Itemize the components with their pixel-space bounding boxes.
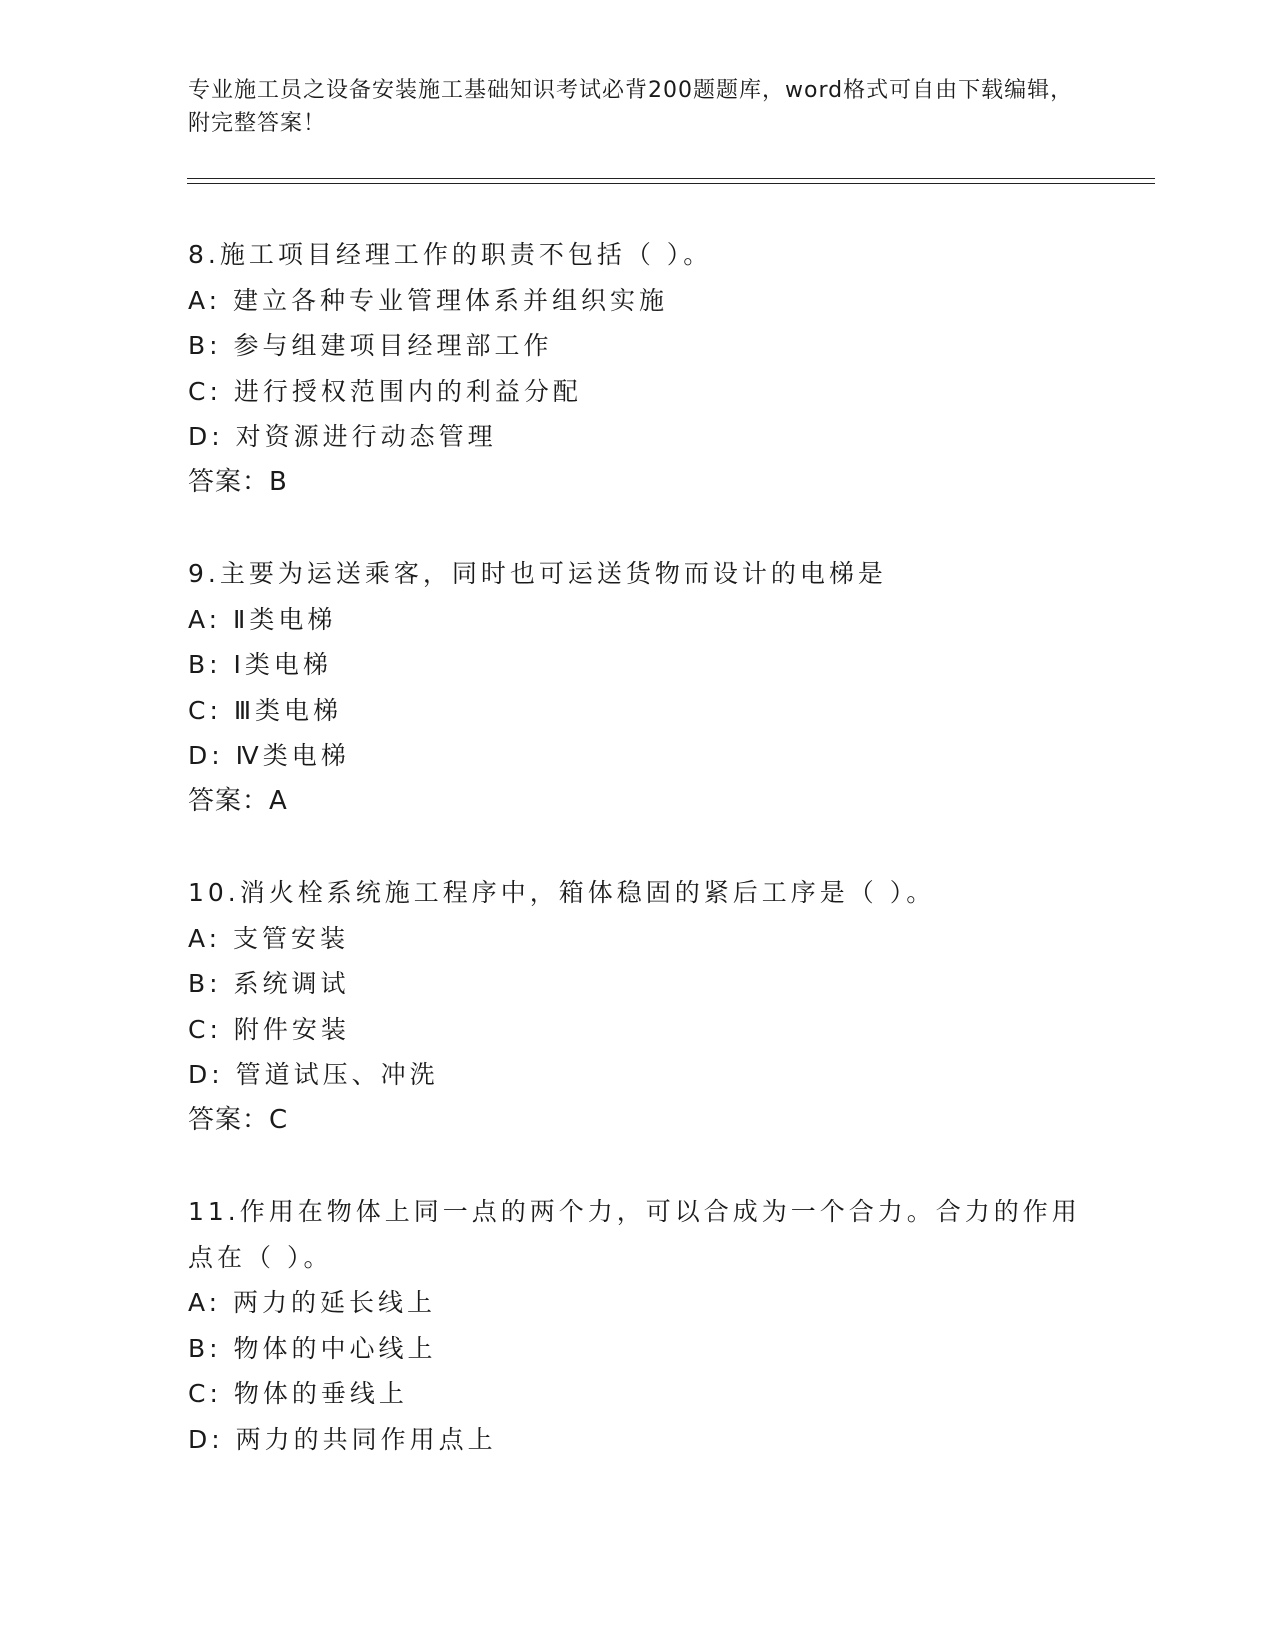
option-b: B: Ⅰ类电梯 [188,650,332,679]
option-a: A: 支管安装 [188,923,350,953]
option-a: A: 建立各种专业管理体系并组织实施 [188,285,669,315]
option-a: A: 两力的延长线上 [188,1288,437,1317]
document-header: 专业施工员之设备安装施工基础知识考试必背200题题库，word格式可自由下载编辑，附完整答案！ [188,78,1074,136]
question-list [188,232,1088,1462]
header-rule-top [187,178,1155,179]
option-b: B: 参与组建项目经理部工作 [188,331,553,360]
option-d: D: 管道试压、冲洗 [188,1060,439,1089]
question-10 [188,870,1088,1143]
answer-label: 答案：C [188,1104,289,1135]
answer-label: 答案：B [188,466,288,497]
question-stem: 8.施工项目经理工作的职责不包括（ ）。 [188,240,713,269]
question-stem: 10.消火栓系统施工程序中，箱体稳固的紧后工序是（ ）。 [188,878,936,907]
question-stem: 9.主要为运送乘客，同时也可运送货物而设计的电梯是 [188,559,887,588]
option-a: A: Ⅱ类电梯 [188,604,337,634]
option-d: D: 对资源进行动态管理 [188,422,497,451]
question-9 [188,551,1088,824]
option-c: C: 附件安装 [188,1014,350,1044]
option-d: D: Ⅳ类电梯 [188,741,350,770]
option-c: C: Ⅲ类电梯 [188,695,343,725]
option-b: B: 系统调试 [188,969,350,998]
answer-label: 答案：A [188,785,288,816]
option-c: C: 进行授权范围内的利益分配 [188,376,582,406]
option-c: C: 物体的垂线上 [188,1379,408,1408]
option-b: B: 物体的中心线上 [188,1333,437,1363]
question-11 [188,1189,1088,1462]
question-stem: 11.作用在物体上同一点的两个力，可以合成为一个合力。合力的作用点在（ ）。 [188,1197,1081,1272]
option-d: D: 两力的共同作用点上 [188,1424,497,1454]
header-rule-bottom [187,183,1155,184]
question-8 [188,232,1088,505]
